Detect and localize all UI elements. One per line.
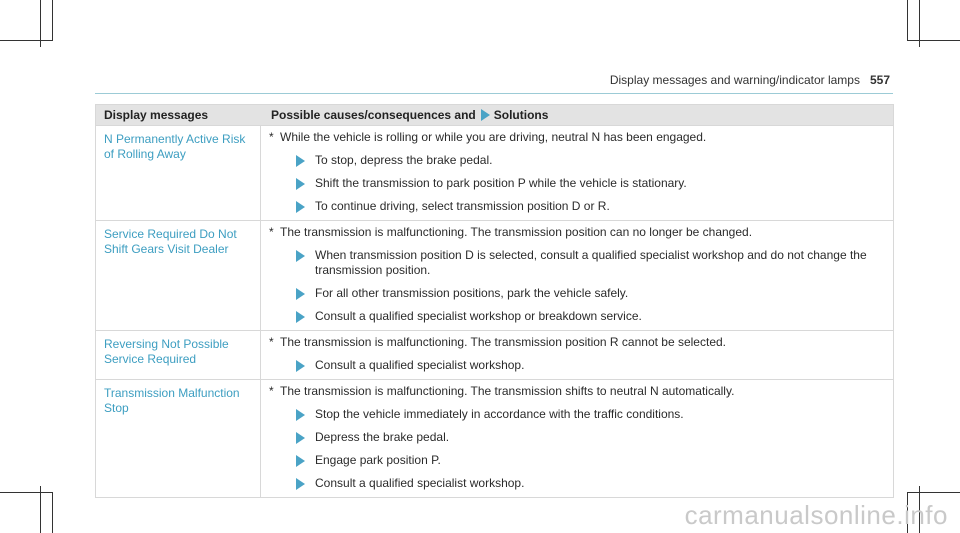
solution-text: To stop, depress the brake pedal. — [315, 153, 493, 167]
crop-mark — [907, 40, 960, 41]
cause-text: While the vehicle is rolling or while you are driving, neutral N has been engaged. — [280, 130, 707, 144]
table-row — [96, 379, 893, 497]
crop-mark — [0, 492, 53, 493]
bullet-star: * — [269, 130, 274, 144]
solution-item — [296, 248, 885, 278]
col-header-messages: Display messages — [104, 108, 209, 122]
cause-item — [269, 225, 885, 240]
col-header-solutions — [264, 108, 548, 122]
arrow-icon — [296, 432, 305, 444]
solution-item — [296, 407, 885, 422]
solution-item — [296, 199, 885, 214]
solution-text: Engage park position P. — [315, 453, 441, 467]
crop-mark — [0, 40, 53, 41]
crop-mark — [52, 492, 53, 533]
solution-item — [296, 476, 885, 491]
cause-item — [269, 130, 885, 145]
display-message: Service Required Do Not Shift Gears Visit Dealer — [96, 221, 261, 330]
display-message: Reversing Not Possible Service Required — [96, 331, 261, 379]
solution-text: Consult a qualified specialist workshop or breakdown service. — [315, 309, 642, 323]
crop-mark — [907, 492, 960, 493]
bullet-star: * — [269, 225, 274, 239]
table-row — [96, 330, 893, 379]
cause-text: The transmission is malfunctioning. The transmission position R cannot be selected. — [280, 335, 726, 349]
page-number: 557 — [869, 73, 890, 87]
solution-text: Consult a qualified specialist workshop. — [315, 476, 525, 490]
solution-text: For all other transmission positions, park the vehicle safely. — [315, 286, 629, 300]
solution-item — [296, 176, 885, 191]
table-row — [96, 125, 893, 220]
solution-text: Stop the vehicle immediately in accordance with the traffic conditions. — [315, 407, 684, 421]
solution-item — [296, 153, 885, 168]
arrow-icon — [296, 155, 305, 167]
solution-text: To continue driving, select transmission position D or R. — [315, 199, 610, 213]
watermark: carmanualsonline.info — [684, 500, 948, 530]
causes-solutions — [261, 221, 893, 330]
col-header-causes-label: Possible causes/consequences and — [271, 108, 476, 122]
crop-mark — [40, 486, 41, 533]
solution-text: Shift the transmission to park position P while the vehicle is stationary. — [315, 176, 687, 190]
solution-item — [296, 286, 885, 301]
running-head — [610, 73, 890, 87]
crop-mark — [907, 0, 908, 40]
arrow-icon — [296, 288, 305, 300]
causes-solutions — [261, 380, 893, 497]
display-message: N Permanently Active Risk of Rolling Away — [96, 126, 261, 220]
solution-text: Depress the brake pedal. — [315, 430, 450, 444]
arrow-icon — [296, 455, 305, 467]
bullet-star: * — [269, 335, 274, 349]
solution-item — [296, 430, 885, 445]
solution-text: When transmission position D is selected, consult a qualified specialist workshop and do not change the transmission position. — [315, 248, 867, 277]
cause-text: The transmission is malfunctioning. The transmission shifts to neutral N automatically. — [280, 384, 735, 398]
bullet-star: * — [269, 384, 274, 398]
table-body — [96, 125, 893, 497]
cause-text: The transmission is malfunctioning. The transmission position can no longer be changed. — [280, 225, 753, 239]
table-row — [96, 220, 893, 330]
table-header — [96, 105, 893, 125]
crop-mark — [52, 0, 53, 40]
display-message: Transmission Malfunction Stop — [96, 380, 261, 497]
solution-text: Consult a qualified specialist workshop. — [315, 358, 525, 372]
causes-solutions — [261, 331, 893, 379]
solution-item — [296, 309, 885, 324]
solution-item — [296, 358, 885, 373]
messages-table — [95, 104, 894, 498]
cause-item — [269, 384, 885, 399]
running-head-title: Display messages and warning/indicator lamps — [609, 73, 860, 87]
col-header-solutions-label: Solutions — [493, 108, 549, 122]
arrow-icon — [296, 478, 305, 490]
arrow-icon — [296, 409, 305, 421]
cause-item — [269, 335, 885, 350]
arrow-icon — [296, 360, 305, 372]
header-rule — [95, 93, 893, 94]
arrow-icon — [296, 201, 305, 213]
arrow-icon — [296, 250, 305, 262]
arrow-icon — [481, 109, 490, 121]
arrow-icon — [296, 311, 305, 323]
solution-item — [296, 453, 885, 468]
causes-solutions — [261, 126, 893, 220]
arrow-icon — [296, 178, 305, 190]
